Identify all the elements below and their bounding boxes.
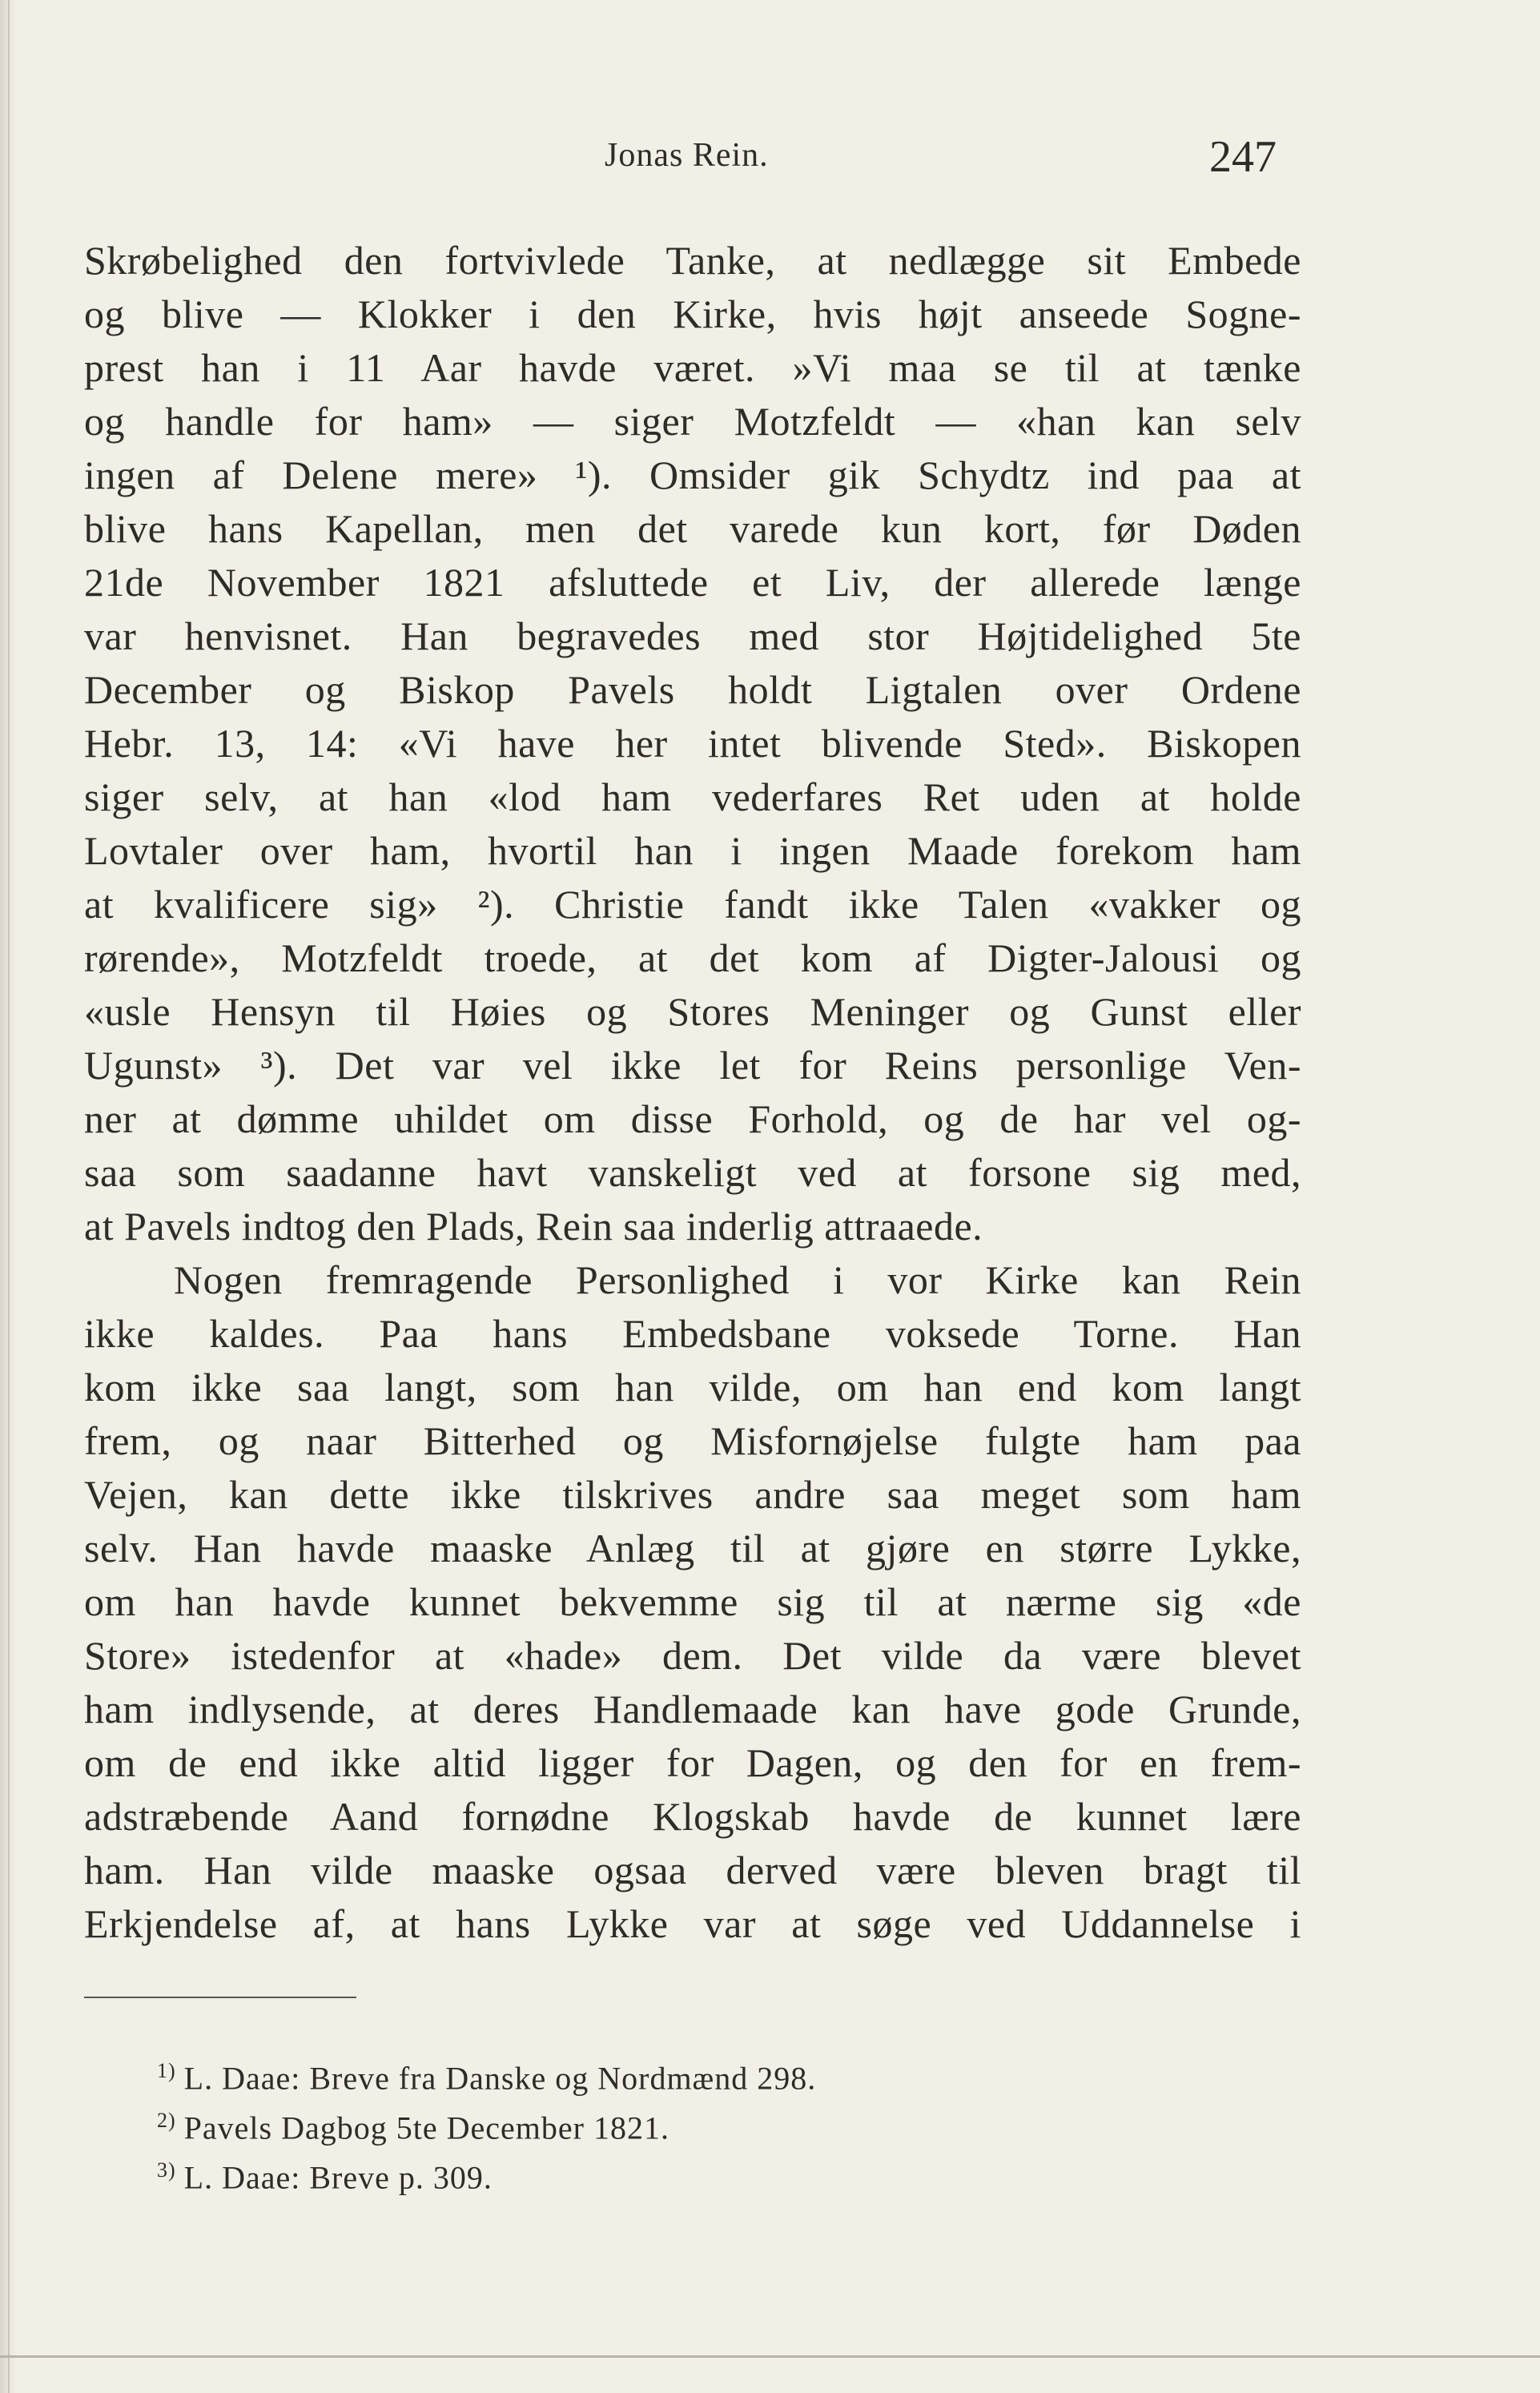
text-line: og blive — Klokker i den Kirke, hvis højt anseede Sogne- (84, 292, 1301, 336)
footnote (157, 2146, 1118, 2195)
text-line: Vejen, kan dette ikke tilskrives andre saa meget som ham (84, 1472, 1301, 1517)
footnote-mark: 2) (157, 2109, 176, 2132)
footnote-text: L. Daae: Breve fra Danske og Nordmænd 298. (183, 2060, 817, 2097)
text-line: Hebr. 13, 14: «Vi have her intet blivende Sted». Biskopen (84, 721, 1301, 766)
text-line: at Pavels indtog den Plads, Rein saa inderlig attraaede. (84, 1204, 983, 1249)
page-header (0, 132, 1540, 192)
page-bottom-edge (0, 2355, 1540, 2358)
text-line: frem, og naar Bitterhed og Misfornøjelse fulgte ham paa (84, 1418, 1301, 1463)
text-line: ner at dømme uhildet om disse Forhold, og de har vel og- (84, 1096, 1301, 1141)
text-line: blive hans Kapellan, men det varede kun kort, før Døden (84, 506, 1301, 551)
text-line: Store» istedenfor at «hade» dem. Det vilde da være blevet (84, 1633, 1301, 1678)
binding-line (8, 0, 10, 2393)
text-line: prest han i 11 Aar havde været. »Vi maa se til at tænke (84, 345, 1301, 390)
page-number: 247 (1209, 132, 1277, 182)
footnote-text: L. Daae: Breve p. 309. (183, 2159, 493, 2196)
text-line: selv. Han havde maaske Anlæg til at gjøre en større Lykke, (84, 1526, 1301, 1571)
text-line: ikke kaldes. Paa hans Embedsbane voksede Torne. Han (84, 1311, 1301, 1356)
text-line: adstræbende Aand fornødne Klogskab havde de kunnet lære (84, 1794, 1301, 1839)
text-line: Lovtaler over ham, hvortil han i ingen Maade forekom ham (84, 828, 1301, 873)
text-line: 21de November 1821 afsluttede et Liv, der allerede længe (84, 560, 1301, 605)
text-line: siger selv, at han «lod ham vederfares Ret uden at holde (84, 774, 1301, 819)
text-line: «usle Hensyn til Høies og Stores Meninger og Gunst eller (84, 989, 1301, 1034)
text-line: at kvalificere sig» ²). Christie fandt ikke Talen «vakker og (84, 882, 1301, 927)
footnote (157, 2046, 1118, 2096)
text-line: December og Biskop Pavels holdt Ligtalen over Ordene (84, 667, 1301, 712)
text-line: ham indlysende, at deres Handlemaade kan have gode Grunde, (84, 1687, 1301, 1731)
text-line: saa som saadanne havt vanskeligt ved at forsone sig med, (84, 1150, 1301, 1195)
text-line: om han havde kunnet bekvemme sig til at nærme sig «de (84, 1579, 1301, 1624)
text-line: var henvisnet. Han begravedes med stor Højtidelighed 5te (84, 613, 1301, 658)
text-line: Erkjendelse af, at hans Lykke var at søge ved Uddannelse i (84, 1901, 1301, 1946)
text-line: ingen af Delene mere» ¹). Omsider gik Schydtz ind paa at (84, 452, 1301, 497)
footnote-divider (84, 1997, 356, 1998)
text-line: rørende», Motzfeldt troede, at det kom af Digter-Jalousi og (84, 935, 1301, 980)
footnotes (157, 2046, 1118, 2195)
footnote-mark: 3) (157, 2158, 176, 2182)
text-line: ham. Han vilde maaske ogsaa derved være bleven bragt til (84, 1848, 1301, 1892)
text-line: kom ikke saa langt, som han vilde, om han end kom langt (84, 1365, 1301, 1410)
text-line: om de end ikke altid ligger for Dagen, og den for en frem- (84, 1740, 1301, 1785)
footnote-mark: 1) (157, 2059, 176, 2082)
running-title: Jonas Rein. (605, 137, 769, 174)
text-line: Skrøbelighed den fortvivlede Tanke, at nedlægge sit Embede (84, 238, 1301, 283)
footnote (157, 2096, 1118, 2146)
text-line: Nogen fremragende Personlighed i vor Kirke kan Rein (174, 1257, 1301, 1302)
footnote-text: Pavels Dagbog 5te December 1821. (183, 2109, 669, 2146)
text-line: og handle for ham» — siger Motzfeldt — «han kan selv (84, 399, 1301, 444)
body-text (84, 234, 1301, 1951)
text-line: Ugunst» ³). Det var vel ikke let for Reins personlige Ven- (84, 1043, 1301, 1088)
